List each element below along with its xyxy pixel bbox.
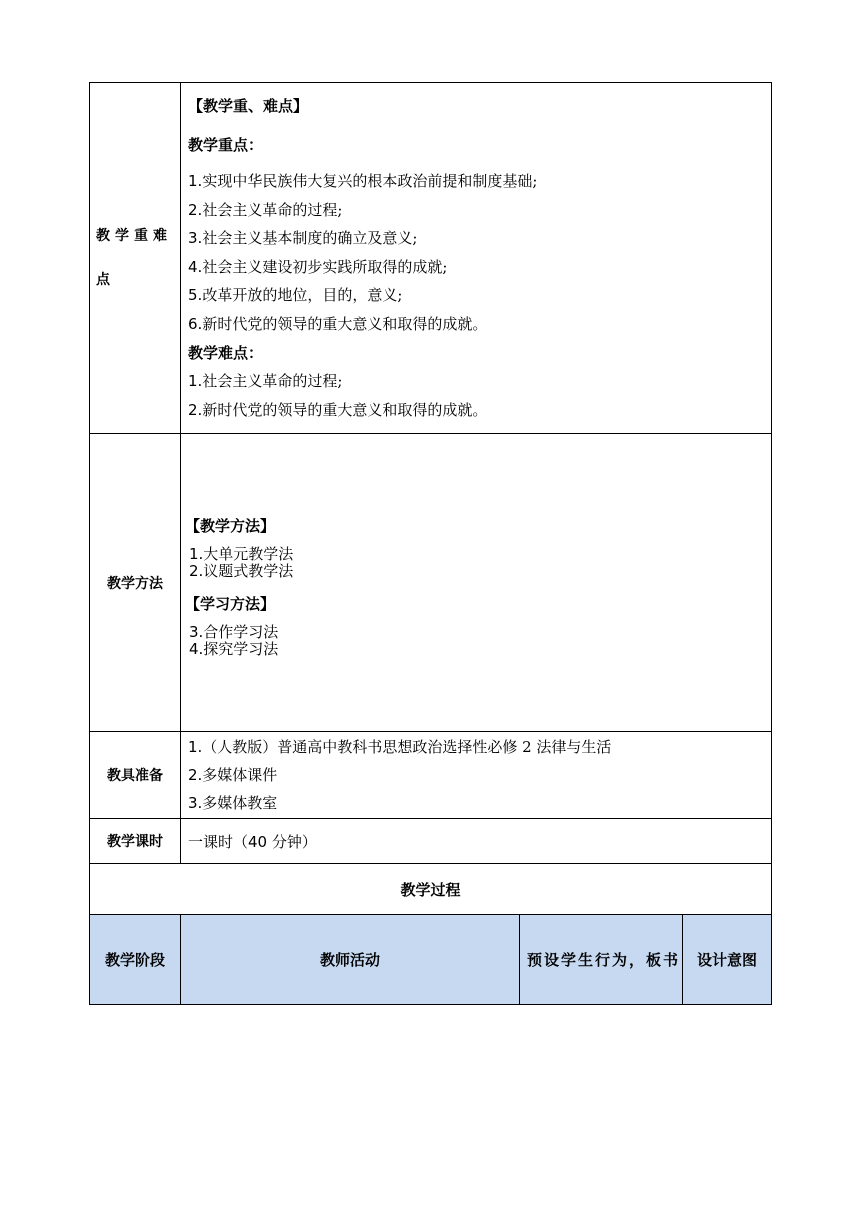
- process-title-row: [90, 864, 772, 915]
- key-point-item: 1.实现中华民族伟大复兴的根本政治前提和制度基础;: [188, 172, 538, 190]
- duration-value: 一课时（40 分钟）: [181, 819, 772, 864]
- key-points-title: 教学重点：: [188, 136, 264, 154]
- difficult-points-title: 教学难点：: [188, 343, 264, 362]
- materials-item: 1.（人教版）普通高中教科书思想政治选择性必修 2 法律与生活: [188, 738, 612, 756]
- materials-row: [90, 732, 772, 819]
- column-header-student-behavior: 预设学生行为，板书: [520, 915, 683, 1005]
- methods-row: [90, 434, 772, 732]
- learning-methods-title: 【学习方法】: [185, 595, 276, 613]
- difficult-points-list: [188, 367, 771, 425]
- key-point-item: 4.社会主义建设初步实践所取得的成就;: [188, 257, 448, 276]
- teaching-method-item: 1.大单元教学法: [189, 545, 294, 563]
- materials-item: 2.多媒体课件: [188, 766, 278, 784]
- focus-row: [90, 83, 772, 434]
- key-point-item: 3.社会主义基本制度的确立及意义;: [188, 229, 418, 248]
- focus-label: 教学重难点: [90, 83, 181, 434]
- lesson-plan-table: [89, 82, 772, 1005]
- materials-content: [181, 732, 772, 819]
- process-header-row: [90, 915, 772, 1005]
- teaching-methods-list: [185, 546, 771, 580]
- teaching-method-item: 2.议题式教学法: [189, 562, 294, 580]
- process-title: 教学过程: [90, 864, 772, 915]
- methods-label: 教学方法: [90, 434, 181, 732]
- focus-heading: 【教学重、难点】: [188, 97, 309, 115]
- materials-item: 3.多媒体教室: [188, 794, 278, 812]
- focus-content: [181, 83, 772, 434]
- key-points-list: [188, 167, 771, 339]
- key-point-item: 6.新时代党的领导的重大意义和取得的成就。: [188, 314, 488, 333]
- difficult-point-item: 1.社会主义革命的过程;: [188, 371, 343, 390]
- methods-content: [181, 434, 772, 732]
- learning-method-item: 3.合作学习法: [189, 623, 279, 641]
- key-point-item: 2.社会主义革命的过程;: [188, 200, 343, 219]
- duration-label: 教学课时: [90, 819, 181, 864]
- duration-row: [90, 819, 772, 864]
- column-header-stage: 教学阶段: [90, 915, 181, 1005]
- key-point-item: 5.改革开放的地位，目的，意义;: [188, 286, 403, 305]
- materials-label: 教具准备: [90, 732, 181, 819]
- teaching-methods-title: 【教学方法】: [185, 517, 276, 535]
- difficult-point-item: 2.新时代党的领导的重大意义和取得的成就。: [188, 400, 488, 419]
- column-header-teacher-activity: 教师活动: [181, 915, 520, 1005]
- column-header-design-intent: 设计意图: [683, 915, 772, 1005]
- learning-method-item: 4.探究学习法: [189, 640, 279, 658]
- learning-methods-list: [185, 624, 771, 658]
